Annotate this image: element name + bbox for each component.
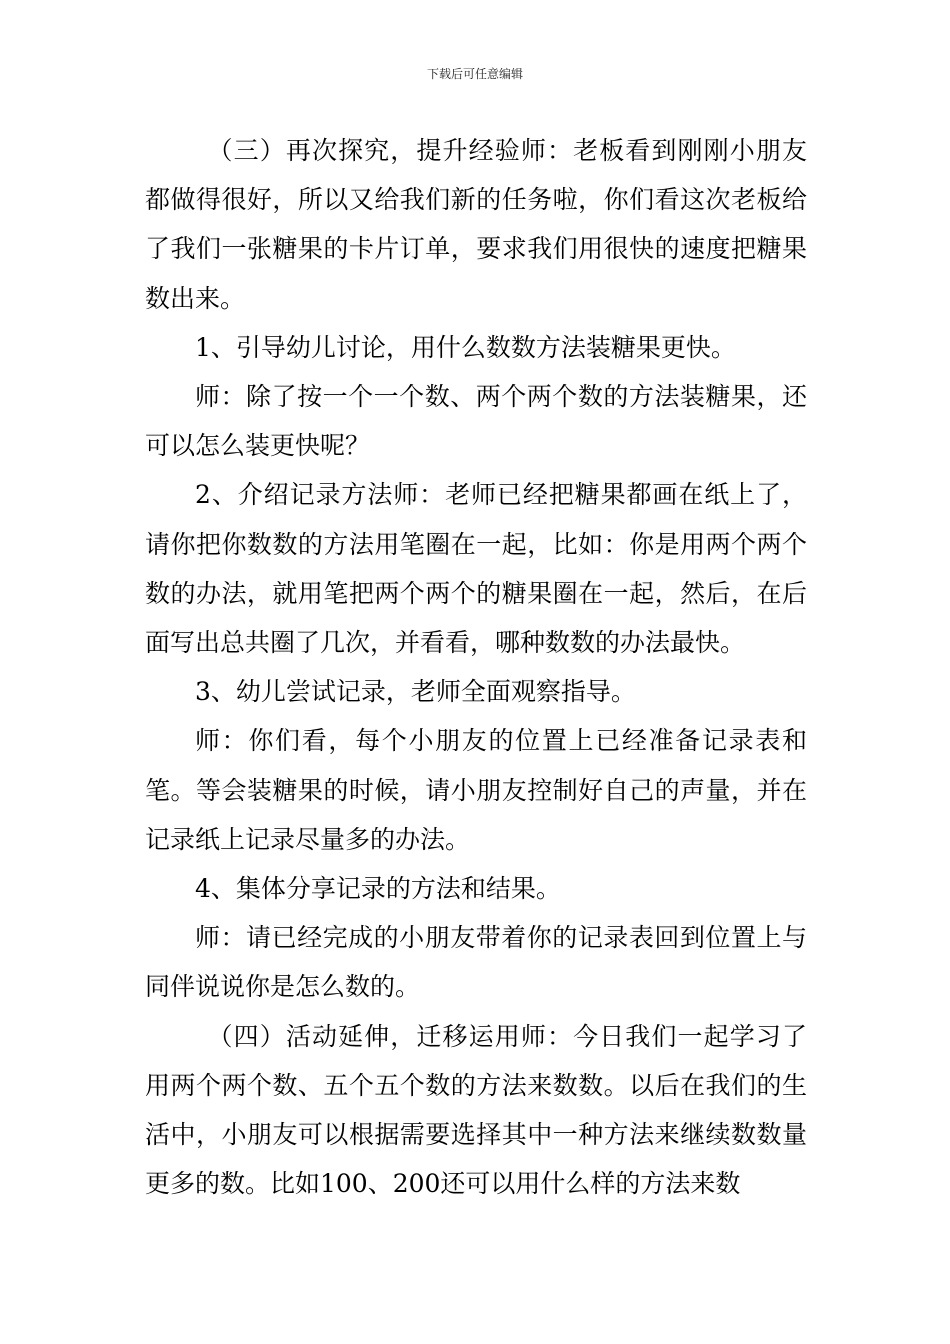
paragraph-step-3: 3、幼儿尝试记录，老师全面观察指导。 (195, 677, 636, 707)
paragraph-section-4: （四）活动延伸，迁移运用师：今日我们一起学习了用两个两个数、五个五个数的方法来数数。以后在我们的生活中，小朋友可以根据需要选择其中一种方法来继续数数量更多的数。比如100、200还可以用什么样的方法来数 (145, 1021, 807, 1199)
paragraph-step-4: 4、集体分享记录的方法和结果。 (195, 874, 561, 904)
paragraph-teacher-3: 师：请已经完成的小朋友带着你的记录表回到位置上与同伴说说你是怎么数的。 (145, 923, 807, 1002)
paragraph-teacher-1: 师：除了按一个一个数、两个两个数的方法装糖果，还可以怎么装更快呢？ (145, 382, 807, 461)
document-body (145, 126, 807, 1208)
paragraph-step-2: 2、介绍记录方法师：老师已经把糖果都画在纸上了，请你把你数数的方法用笔圈在一起，比如：你是用两个两个数的办法，就用笔把两个两个的糖果圈在一起，然后，在后面写出总共圈了几次，并看看，哪种数数的办法最快。 (145, 480, 807, 658)
page-header: 下载后可任意编辑 (426, 67, 523, 81)
paragraph-section-3: （三）再次探究，提升经验师：老板看到刚刚小朋友都做得很好，所以又给我们新的任务啦，你们看这次老板给了我们一张糖果的卡片订单，要求我们用很快的速度把糖果数出来。 (145, 136, 807, 313)
paragraph-teacher-2: 师：你们看，每个小朋友的位置上已经准备记录表和笔。等会装糖果的时候，请小朋友控制好自己的声量，并在记录纸上记录尽量多的办法。 (145, 726, 807, 854)
paragraph-step-1: 1、引导幼儿讨论，用什么数数方法装糖果更快。 (195, 332, 736, 362)
